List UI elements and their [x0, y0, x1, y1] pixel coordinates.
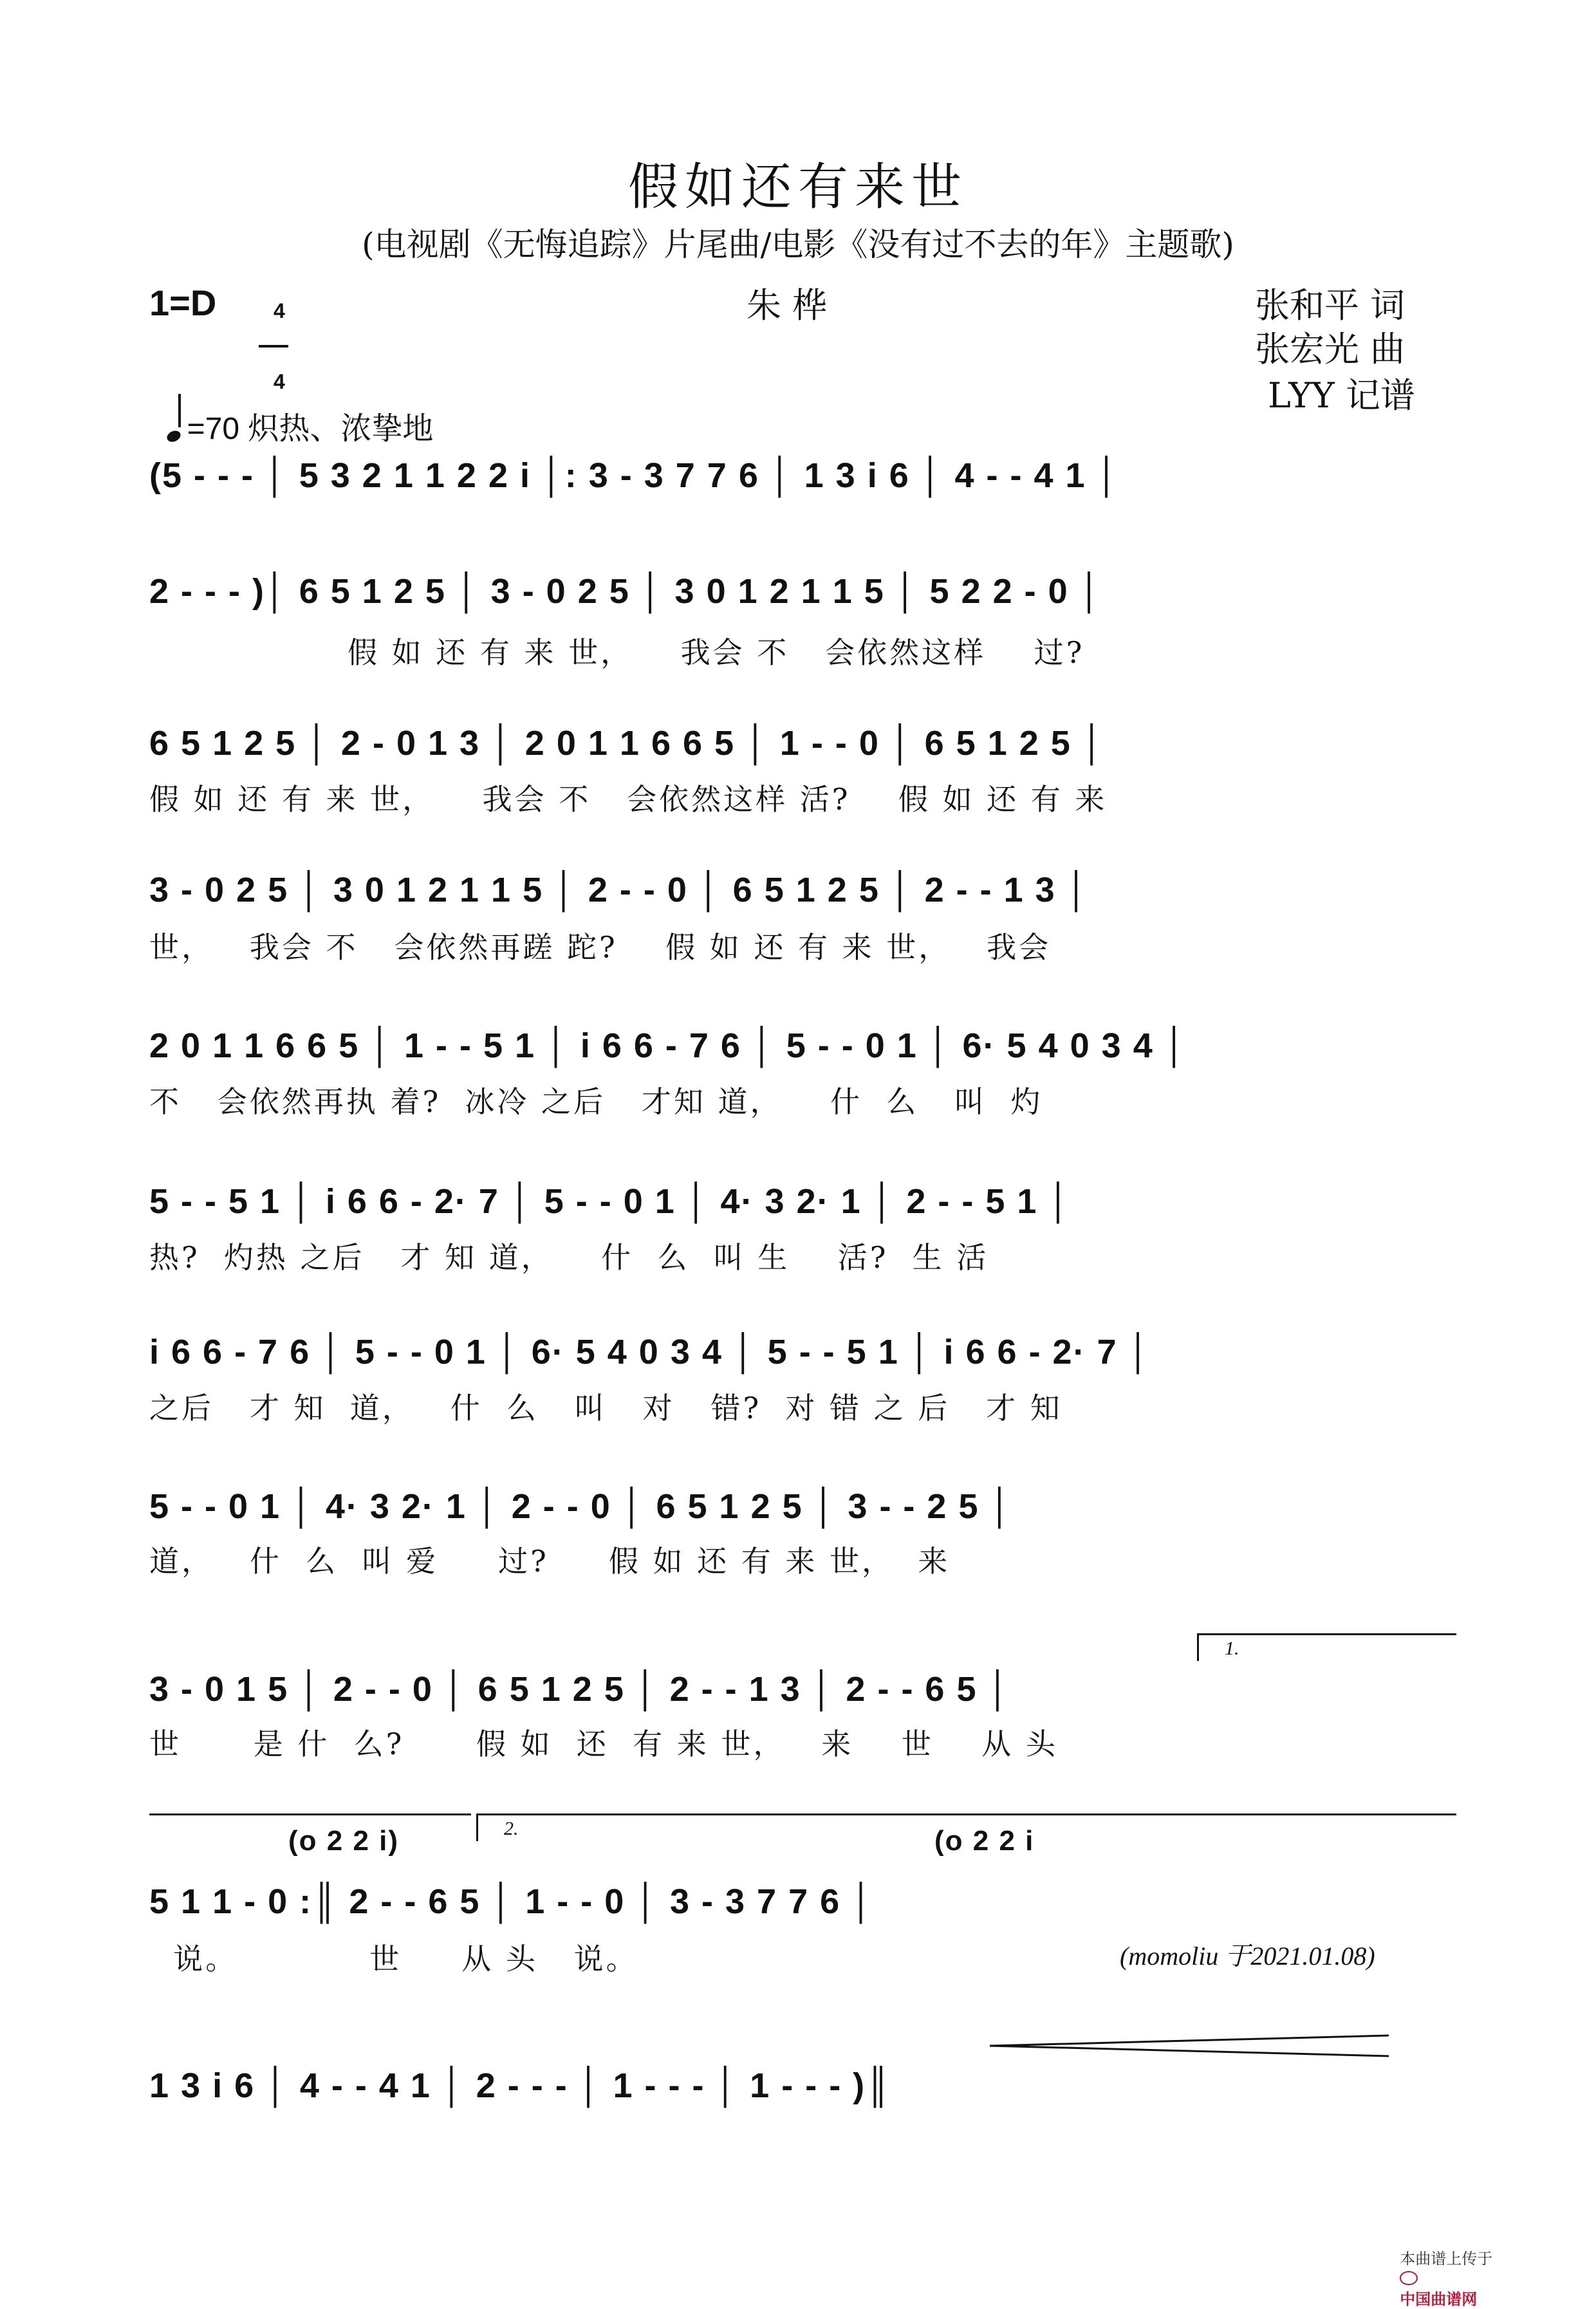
ossia-1: (o 2 2 i) — [288, 1825, 400, 1857]
score-line-6-notes: 5 - - 5 1 │ i 6 6 - 2· 7 │ 5 - - 0 1 │ 4· 3 2· 1 │ 2 - - 5 1 │ — [149, 1182, 1072, 1221]
score-line-6-lyrics: 热? 灼热 之后 才 知 道， 什 么 叫 生 活? 生 活 — [149, 1240, 989, 1275]
singer: 朱 桦 — [747, 285, 828, 326]
score-line-10-lyrics: 说。 世 从 头 说。 — [149, 1942, 638, 1976]
score-line-11-notes: 1 3 i 6 │ 4 - - 4 1 │ 2 - - - │ 1 - - - │ 1 - - - )║ — [149, 2066, 892, 2105]
transcriber: LYY 记谱 — [1268, 375, 1415, 416]
ossia-2: (o 2 2 i — [934, 1825, 1035, 1857]
crescendo-hairpin — [983, 2021, 1389, 2061]
page-subtitle: (电视剧《无悔追踪》片尾曲/电影《没有过不去的年》主题歌) — [362, 226, 1234, 263]
footer-brand: 中国曲谱网 — [1400, 2290, 1478, 2308]
page-title: 假如还有来世 — [627, 158, 968, 216]
score-line-8-notes: 5 - - 0 1 │ 4· 3 2· 1 │ 2 - - 0 │ 6 5 1 2 5 │ 3 - - 2 5 │ — [149, 1487, 1014, 1526]
site-logo-icon — [1400, 2271, 1418, 2285]
footer-text: 本曲谱上传于 — [1400, 2250, 1493, 2268]
quarter-note-icon — [165, 429, 182, 444]
key-signature: 1=D — [149, 283, 217, 323]
footer — [1390, 2228, 1492, 2309]
score-line-5-lyrics: 不 会依然再执 着? 冰冷 之后 才知 道， 什 么 叫 灼 — [149, 1084, 1043, 1119]
volta-bracket-1: 1. — [1197, 1633, 1456, 1661]
hairpin-icon — [990, 2033, 1389, 2059]
tempo-marking: =70 炽热、浓挚地 — [149, 368, 433, 448]
time-signature-bottom: 4 — [273, 370, 285, 393]
time-signature-top: 4 — [273, 299, 285, 322]
score-line-5-notes: 2 0 1 1 6 6 5 │ 1 - - 5 1 │ i 6 6 - 7 6 │ 5 - - 0 1 │ 6· 5 4 0 3 4 │ — [149, 1026, 1188, 1065]
score-line-10-notes: 5 1 1 - 0 :║ 2 - - 6 5 │ 1 - - 0 │ 3 - 3 7 7 6 │ — [149, 1882, 875, 1921]
score-line-3-lyrics: 假 如 还 有 来 世， 我会 不 会依然这样 活? 假 如 还 有 来 — [149, 782, 1108, 817]
score-line-3-notes: 6 5 1 2 5 │ 2 - 0 1 3 │ 2 0 1 1 6 6 5 │ 1 - - 0 │ 6 5 1 2 5 │ — [149, 724, 1106, 763]
volta-bracket-1-continued — [149, 1813, 471, 1815]
score-line-8-lyrics: 道， 什 么 叫 爱 过? 假 如 还 有 来 世， 来 — [149, 1544, 951, 1579]
lyricist: 张和平 词 — [1255, 285, 1406, 326]
score-line-9-notes: 3 - 0 1 5 │ 2 - - 0 │ 6 5 1 2 5 │ 2 - - 1 3 │ 2 - - 6 5 │ — [149, 1670, 1012, 1709]
score-line-4-notes: 3 - 0 2 5 │ 3 0 1 2 1 1 5 │ 2 - - 0 │ 6 5 1 2 5 │ 2 - - 1 3 │ — [149, 871, 1090, 909]
transcriber-credit: (momoliu 于2021.01.08) — [1120, 1942, 1375, 1971]
score-line-7-notes: i 6 6 - 7 6 │ 5 - - 0 1 │ 6· 5 4 0 3 4 │ 5 - - 5 1 │ i 6 6 - 2· 7 │ — [149, 1333, 1152, 1371]
score-line-9-lyrics: 世 是 什 么? 假 如 还 有 来 世， 来 世 从 头 — [149, 1727, 1058, 1761]
volta-bracket-2: 2. — [476, 1813, 1456, 1841]
score-line-2-lyrics: 假 如 还 有 来 世， 我会 不 会依然这样 过? — [348, 635, 1085, 670]
score-line-7-lyrics: 之后 才 知 道， 什 么 叫 对 错? 对 错 之 后 才 知 — [149, 1391, 1062, 1425]
score-line-4-lyrics: 世， 我会 不 会依然再蹉 跎? 假 如 还 有 来 世， 我会 — [149, 930, 1052, 965]
composer: 张宏光 曲 — [1255, 329, 1406, 369]
score-line-1-notes: (5 - - - │ 5 3 2 1 1 2 2 i │: 3 - 3 7 7 6 │ 1 3 i 6 │ 4 - - 4 1 │ — [149, 456, 1120, 495]
score-line-2-notes: 2 - - - )│ 6 5 1 2 5 │ 3 - 0 2 5 │ 3 0 1 2 1 1 5 │ 5 2 2 - 0 │ — [149, 572, 1103, 611]
